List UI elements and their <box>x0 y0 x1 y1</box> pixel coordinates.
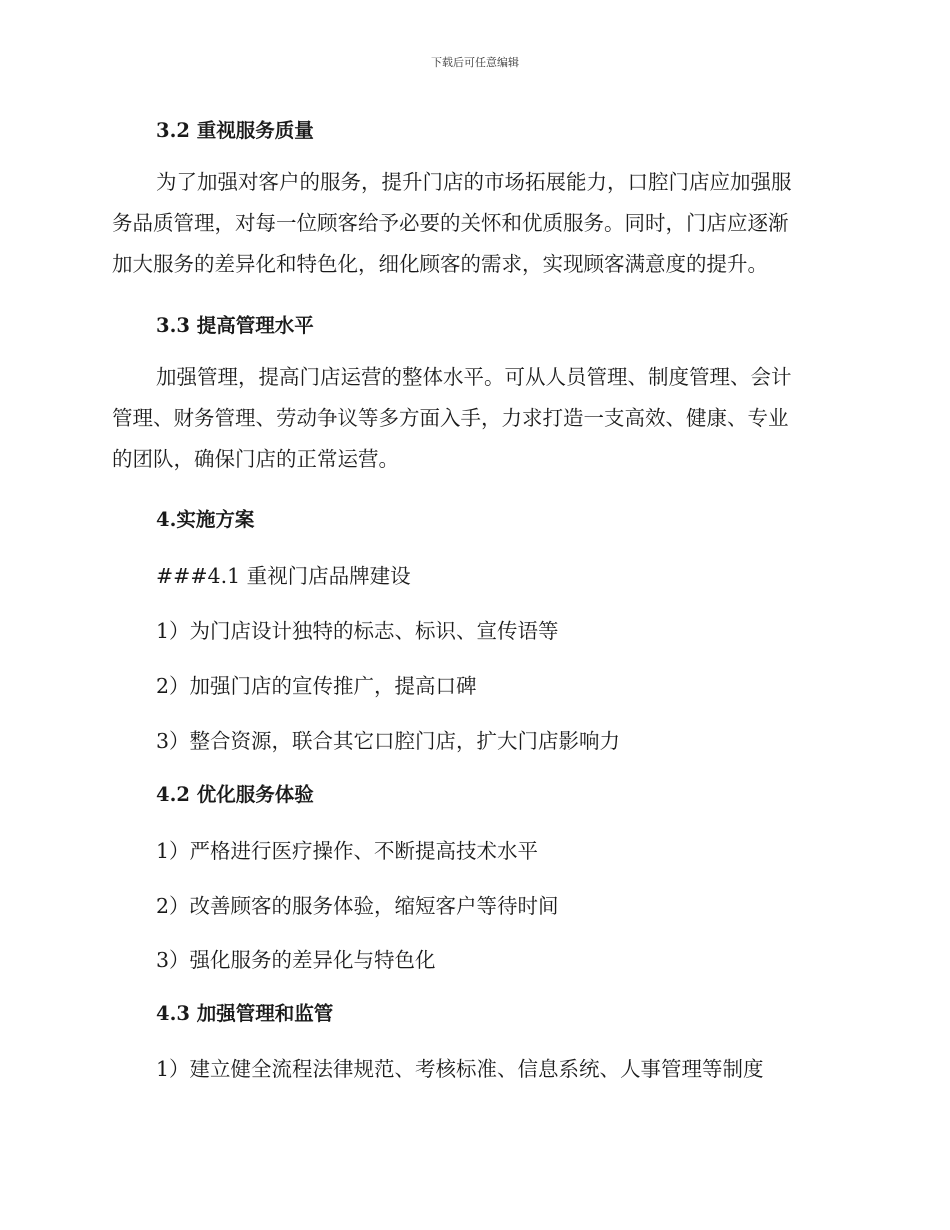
section-heading-3-2: 3.2 重视服务质量 <box>156 119 314 142</box>
section-heading-3-3: 3.3 提高管理水平 <box>156 314 314 337</box>
list-item: 1）建立健全流程法律规范、考核标准、信息系统、人事管理等制度 <box>156 1057 764 1081</box>
section-heading-4-2: 4.2 优化服务体验 <box>156 783 314 806</box>
list-item: 3）整合资源，联合其它口腔门店，扩大门店影响力 <box>156 729 621 753</box>
paragraph-line: 的团队，确保门店的正常运营。 <box>112 447 399 471</box>
paragraph-3-3 <box>112 357 840 480</box>
paragraph-line: 务品质管理，对每一位顾客给予必要的关怀和优质服务。同时，门店应逐渐 <box>112 211 789 235</box>
list-item: 3）强化服务的差异化与特色化 <box>156 948 436 972</box>
paragraph-line: 加强管理，提高门店运营的整体水平。可从人员管理、制度管理、会计 <box>156 365 792 389</box>
list-item: 2）加强门店的宣传推广，提高口碑 <box>156 674 477 698</box>
list-item: 1）严格进行医疗操作、不断提高技术水平 <box>156 839 539 863</box>
paragraph-3-2 <box>112 162 840 285</box>
list-item: 1）为门店设计独特的标志、标识、宣传语等 <box>156 619 559 643</box>
list-item: 2）改善顾客的服务体验，缩短客户等待时间 <box>156 894 559 918</box>
paragraph-line: 管理、财务管理、劳动争议等多方面入手，力求打造一支高效、健康、专业 <box>112 406 789 430</box>
section-heading-4: 4.实施方案 <box>156 508 255 531</box>
paragraph-line: 加大服务的差异化和特色化，细化顾客的需求，实现顾客满意度的提升。 <box>112 252 768 276</box>
page-header: 下载后可任意编辑 <box>431 56 519 69</box>
section-heading-4-1: ###4.1 重视门店品牌建设 <box>156 564 411 588</box>
section-heading-4-3: 4.3 加强管理和监管 <box>156 1002 334 1025</box>
paragraph-line: 为了加强对客户的服务，提升门店的市场拓展能力，口腔门店应加强服 <box>156 170 792 194</box>
